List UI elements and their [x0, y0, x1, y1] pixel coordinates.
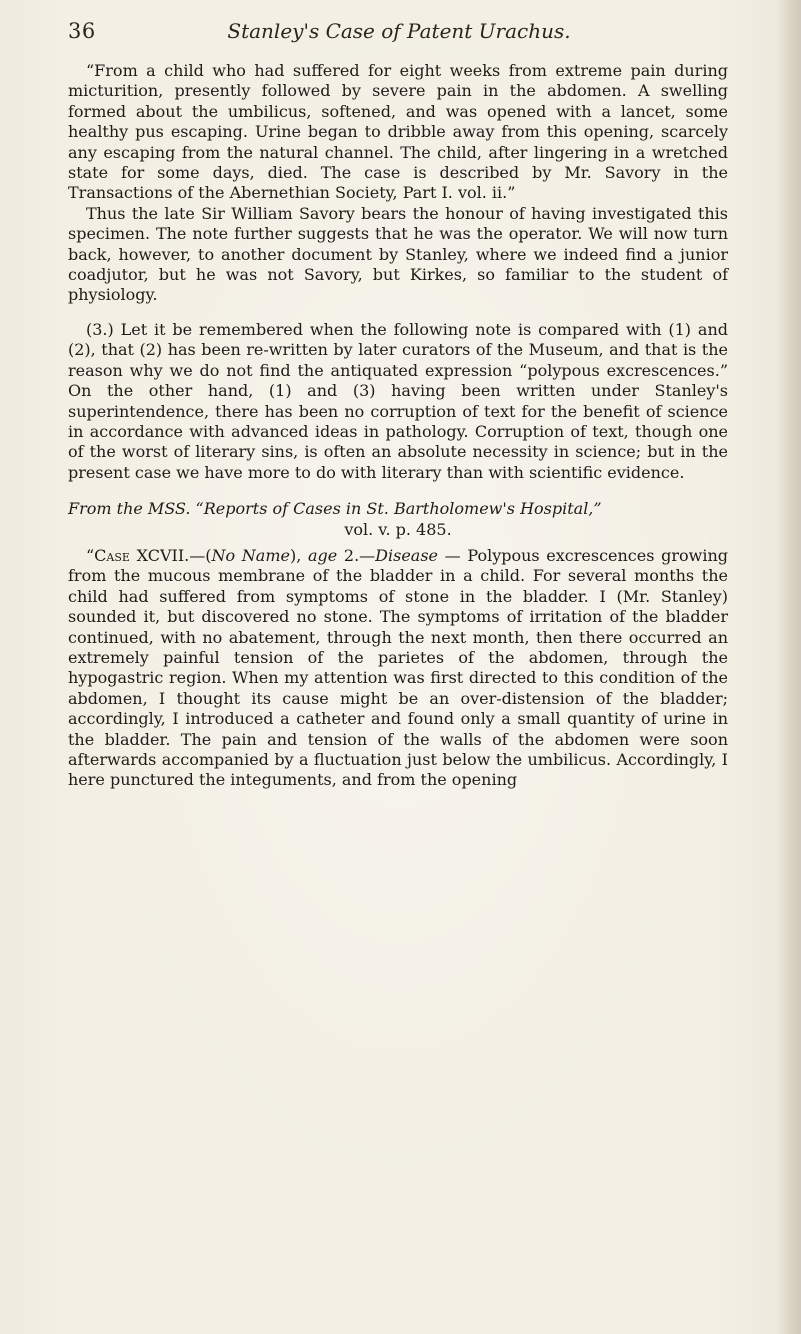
case-age-value: 2.—: [337, 545, 376, 565]
page-header: [68, 19, 730, 49]
case-separator: ),: [289, 545, 308, 565]
page-body: [68, 61, 728, 791]
case-number: XCVII.—(: [129, 545, 212, 565]
page-number: 36: [68, 19, 96, 43]
case-age-label: age: [307, 545, 338, 565]
paragraph-quote: “From a child who had suffered for eight weeks from extreme pain during micturition, presently followed by severe pain in the abdomen. A swelling formed about the umbilicus, softened, and was opened with a lancet, some healthy pus escaping. Urine began to dribble away from this opening, scarcely any escaping from the natural channel. The child, after lingering in a wretched state for some days, died. The case is described by Mr. Savory in the Transactions of the Abernethian Society, Part I. vol. ii.”: [68, 61, 728, 203]
case-report: [68, 546, 728, 791]
page-edge-shadow: [777, 0, 801, 1334]
case-text: — Polypous excrescences growing from the mucous membrane of the bladder in a child. For several months the child had suffered from symptoms of stone in the bladder. I (Mr. Stanley) sounded it, but discovered no stone. The symptoms of irritation of the bladder continued, with no abatement, through the next month, then there occurred an extremely painful tension of the parietes of the abdomen, through the hypogastric region. When my attention was first directed to this condition of the abdomen, I thought its cause might be an over-distension of the bladder; accordingly, I introduced a catheter and found only a small quantity of urine in the bladder. The pain and tension of the walls of the abdomen were soon afterwards accompanied by a fluctuation just below the umbilicus. Accordingly, I here punctured the integuments, and from the opening: [68, 545, 728, 790]
paragraph-savory: Thus the late Sir William Savory bears the honour of having investigated this specimen. The note further suggests that he was the operator. We will now turn back, however, to another document by Stanley, where we indeed find a junior coadjutor, but he was not Savory, but Kirkes, so familiar to the student of physiology.: [68, 203, 728, 305]
source-volume: vol. v. p. 485.: [344, 519, 452, 539]
case-name: No Name: [211, 545, 290, 565]
running-head: Stanley's Case of Patent Urachus.: [227, 19, 571, 43]
source-citation: From the MSS. “Reports of Cases in St. Bartholomew's Hospital,”: [68, 499, 602, 519]
case-label: “Case: [86, 545, 130, 565]
paragraph-note-three: (3.) Let it be remembered when the following note is compared with (1) and (2), that (2) has been re-written by later curators of the Museum, and that is the reason why we do not find the antiquated expression “polypous excrescences.” On the other hand, (1) and (3) having been written under Stanley's superintendence, there has been no corruption of text for the benefit of science in accordance with advanced ideas in pathology. Corruption of text, though one of the worst of literary sins, is often an absolute necessity in science; but in the present case we have more to do with literary than with scientific evidence.: [68, 319, 728, 482]
case-disease-label: Disease: [375, 545, 438, 565]
